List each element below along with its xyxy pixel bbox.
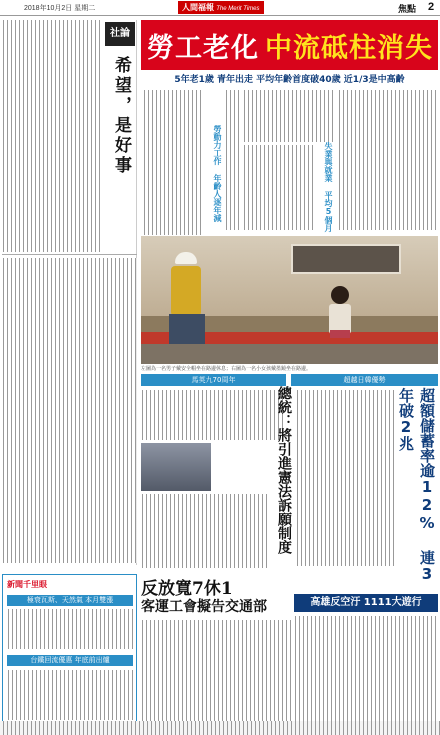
news-item1-title: 極衰瓦斯、天然氣 本月雙漲 (7, 595, 133, 606)
mid-left-text2 (141, 494, 269, 568)
side-headline-b: 勞動力工作 年齡人逐年減 (213, 125, 222, 222)
kaohsiung-banner: 高雄反空汙 1111大遊行 (294, 594, 438, 612)
masthead-logo (178, 1, 264, 14)
photo-man-body (171, 266, 201, 316)
article-body-mid (243, 90, 335, 142)
page-number: 2 (428, 1, 435, 13)
masthead-name: 人間福報 (182, 3, 214, 12)
labor-article-body (141, 620, 291, 726)
mid-left-text (141, 390, 286, 440)
labor-headline-line1: 反放寬7休1 (141, 579, 233, 599)
page-header (0, 0, 440, 16)
news-item1-body (7, 609, 133, 649)
photo-window (291, 244, 401, 274)
side-headline-a: 失業與就業 平均5個月 (324, 142, 333, 232)
editorial-separator (2, 254, 137, 255)
article-body-mid2 (243, 145, 315, 230)
president-headline: 總統：將引進憲法訴願制度 (276, 386, 292, 554)
main-headline-part2: 中流砥柱消失 (265, 32, 433, 64)
issue-date: 2018年10月2日 星期二 (24, 5, 96, 12)
article-body-right (338, 90, 438, 230)
photo-man-legs (169, 314, 205, 344)
main-headline-part1: 勞工老化 (147, 32, 259, 64)
main-photo (141, 236, 438, 364)
editorial-title: 希望，是好事 (111, 56, 131, 176)
section-name: 焦點 (398, 4, 417, 14)
subheadline: 5年老1歲 青年出走 平均年齡首度破40歲 近1/3是中高齡 (174, 75, 405, 85)
kaohsiung-article-body (294, 616, 438, 726)
editorial-body-bottom (2, 258, 137, 563)
editorial-body-top (2, 20, 102, 252)
news-item2-title: 台鐵回流優惠 年底前出爐 (7, 655, 133, 666)
president-photo (141, 443, 211, 491)
photo-girl-shorts (330, 330, 350, 338)
editorial-column (2, 20, 137, 565)
section-tag-right: 超越日韓優勢 (291, 374, 438, 386)
editorial-label: 社論 (105, 22, 135, 46)
main-headline-banner (141, 20, 438, 70)
section-tag-left: 馬英九70周年 (141, 374, 286, 386)
photo-caption: 左圖為一名男子戴安全帽坐在路邊休息；右圖為一名小女孩戴墨鏡坐在路邊。 (141, 366, 312, 372)
news-box-title: 新聞千里眼 (7, 580, 47, 589)
photo-man-helmet (175, 252, 197, 264)
article-body-far (143, 90, 203, 235)
strip-fill (0, 721, 440, 735)
labor-headline-line2: 客運工會擬告交通部 (141, 599, 267, 615)
news-box (2, 574, 137, 726)
savings-headline: 超額儲蓄率逾12% 連3年破2兆 (397, 388, 436, 583)
photo-girl-head (331, 286, 349, 304)
article-body-left (225, 90, 241, 230)
masthead-en: The Merit Times (216, 6, 260, 12)
mid-right-text (296, 390, 396, 566)
news-item2-body (7, 670, 133, 720)
bottom-strip (0, 728, 440, 735)
photo-road (141, 344, 438, 364)
